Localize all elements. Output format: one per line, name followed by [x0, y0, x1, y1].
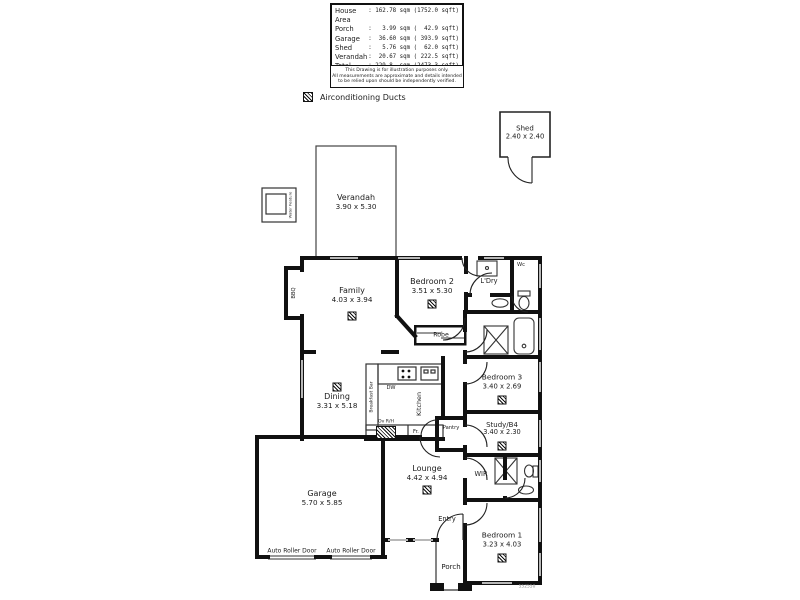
wir-label: WIR — [474, 470, 488, 479]
airconditioning-duct-icon — [303, 92, 313, 102]
garage-dims: 5.70 x 5.85 — [301, 497, 343, 507]
wc-label: Wc — [517, 261, 525, 268]
area-row-porch — [335, 25, 459, 34]
water-feature-label: Water Feature — [287, 191, 293, 219]
oven-rangehood-label: Ov R/H — [378, 419, 394, 425]
porch-label: Porch — [441, 562, 461, 571]
airconditioning-duct-icon — [348, 312, 357, 321]
kitchen-label: Kitchen — [415, 391, 424, 417]
disclaimer-line: This Drawing is for illustration purposes only. — [345, 68, 449, 73]
room-label-bedroom1 — [482, 531, 522, 548]
bbq-label: BBQ — [290, 287, 297, 299]
cooktop-burners — [402, 370, 411, 379]
entry-label: Entry — [438, 515, 456, 524]
lounge-dims: 4.42 x 4.94 — [406, 472, 448, 482]
legend-label: Airconditioning Ducts — [320, 92, 406, 102]
area-row-house-area — [335, 7, 459, 25]
toilet-icon — [518, 291, 530, 310]
family-name: Family — [339, 285, 365, 295]
bedroom1-name: Bedroom 1 — [481, 530, 523, 540]
dining-name: Dining — [324, 391, 350, 401]
room-label-dining — [317, 392, 358, 410]
airconditioning-duct-icon — [423, 486, 432, 495]
study-dims: 3.40 x 2.30 — [483, 428, 521, 437]
robe-label: Robe — [433, 331, 449, 339]
verandah-name: Verandah — [336, 192, 376, 202]
airconditioning-duct-icon — [498, 396, 507, 405]
shed-name: Shed — [516, 124, 534, 133]
room-label-verandah — [336, 193, 377, 211]
area-label: House Area — [335, 7, 357, 25]
bedroom3-dims: 3.40 x 2.69 — [482, 382, 522, 391]
room-label-bedroom2 — [410, 277, 454, 295]
bedroom2-name: Bedroom 2 — [410, 276, 454, 286]
bathtub-icon — [514, 318, 534, 354]
breakfast-bar-label: Breakfast Bar — [369, 381, 375, 413]
shower-icon — [484, 326, 508, 354]
vanity-basin-icon — [492, 299, 508, 307]
area-value: : 162.78 sqm (1752.0 sqft) — [368, 8, 459, 14]
area-value: : 5.76 sqm ( 62.0 sqft) — [368, 44, 459, 51]
bedroom3-name: Bedroom 3 — [481, 372, 523, 382]
airconditioning-duct-icon — [498, 554, 507, 563]
auto-roller-door-label: Auto Roller Door — [267, 547, 317, 555]
legend — [303, 92, 406, 102]
bedroom1-dims: 3.23 x 4.03 — [482, 540, 522, 549]
area-row-verandah — [335, 53, 459, 62]
family-dims: 4.03 x 3.94 — [331, 294, 373, 304]
area-value: : 36.60 sqm ( 393.9 sqft) — [368, 35, 459, 42]
verandah-dims: 3.90 x 5.30 — [335, 201, 377, 211]
disclaimer-line: to be relied upon should be independently verified. — [338, 79, 456, 85]
area-value: : 20.67 sqm ( 222.5 sqft) — [368, 54, 459, 61]
bedroom2-dims: 3.51 x 5.30 — [411, 285, 453, 295]
area-label: Verandah — [335, 53, 368, 62]
shed-dims: 2.40 x 2.40 — [505, 133, 545, 142]
room-label-family — [332, 286, 373, 304]
room-label-shed — [506, 125, 545, 142]
airconditioning-duct-icon — [428, 300, 437, 309]
disclaimer-line: All measurements are approximate and details intended — [332, 73, 462, 79]
pantry-label: Pantry — [442, 424, 460, 431]
plan-reference-number: 552550 — [518, 584, 536, 590]
airconditioning-duct-icon — [498, 442, 507, 451]
laundry-label: L'Dry — [480, 277, 498, 286]
area-row-shed — [335, 44, 459, 53]
shed-outline — [500, 112, 550, 183]
airconditioning-duct-icon — [333, 383, 342, 392]
room-label-bedroom3 — [482, 373, 522, 390]
area-value: : 3.99 sqm ( 42.9 sqft) — [368, 26, 459, 33]
area-label: Garage — [335, 34, 360, 43]
dishwasher-label: DW — [386, 384, 396, 391]
disclaimer-box — [330, 65, 464, 88]
room-label-lounge — [407, 464, 448, 482]
room-label-study — [483, 421, 520, 437]
garage-name: Garage — [307, 488, 337, 498]
ensuite-toilet-icon — [525, 465, 539, 477]
cooktop-icon — [376, 426, 396, 439]
area-label: Shed — [335, 43, 353, 52]
room-label-garage — [302, 489, 343, 507]
area-label: Porch — [335, 25, 354, 34]
fridge-label: Fr. — [413, 428, 419, 435]
area-row-garage — [335, 35, 459, 44]
auto-roller-door-label: Auto Roller Door — [326, 547, 376, 555]
study-name: Study/B4 — [486, 420, 518, 429]
dining-dims: 3.31 x 5.18 — [316, 400, 358, 410]
lounge-name: Lounge — [412, 463, 442, 473]
